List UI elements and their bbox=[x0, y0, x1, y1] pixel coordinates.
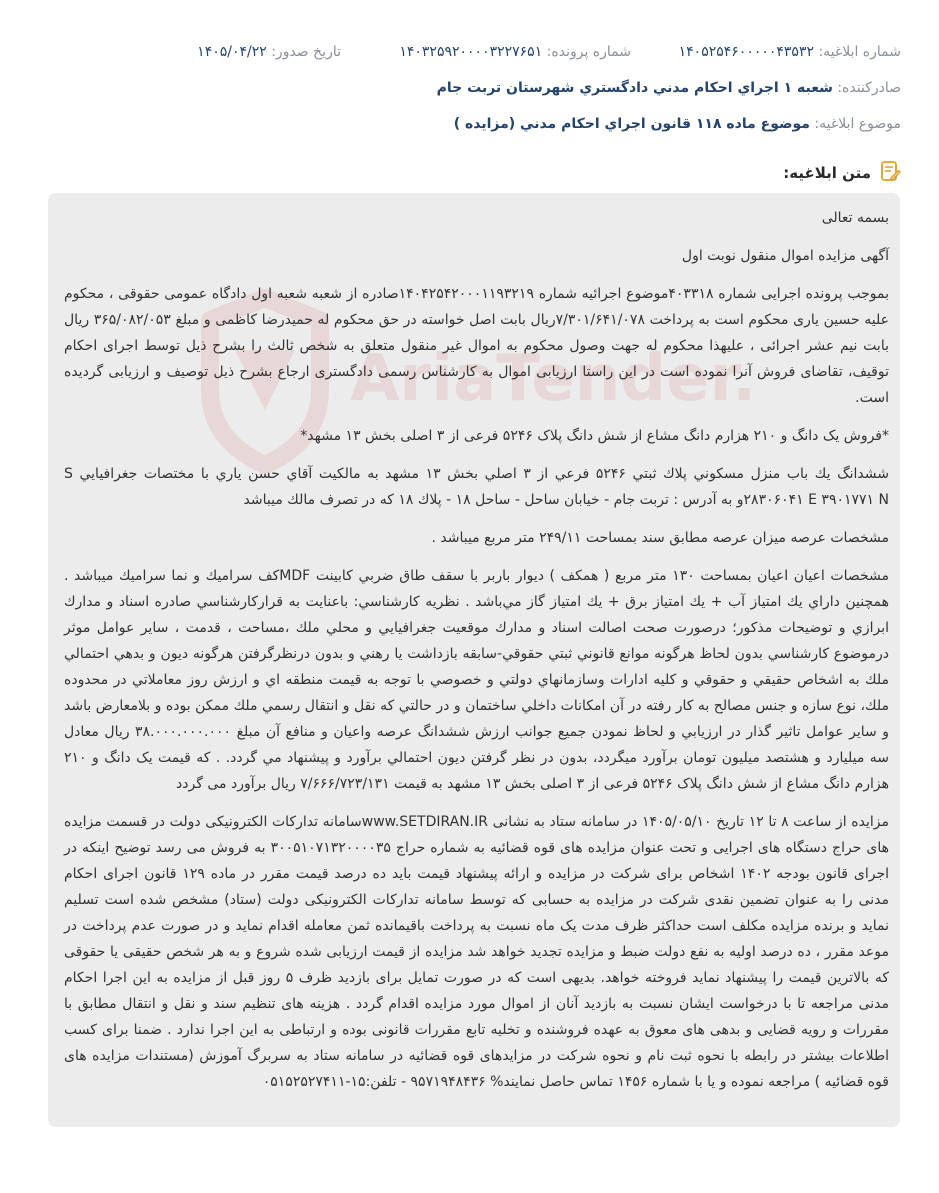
notice-number-value: ۱۴۰۵۲۵۴۶۰۰۰۰۰۴۳۵۳۲ bbox=[678, 44, 814, 60]
issuer-value: شعبه ۱ اجراي احكام مدني دادگستري شهرستان تربت جام bbox=[436, 80, 833, 96]
case-number bbox=[399, 44, 631, 60]
issue-date-value: ۱۴۰۵/۰۴/۲۲ bbox=[197, 44, 267, 60]
document-edit-icon bbox=[879, 160, 901, 186]
issue-date-label: تاریخ صدور: bbox=[271, 44, 341, 60]
notice-body bbox=[64, 205, 889, 1107]
case-number-label: شماره پرونده: bbox=[546, 44, 631, 60]
body-paragraph: مشخصات اعيان اعيان بمساحت ۱۳۰ متر مربع ( همكف ) ديوار باربر با سقف طاق ضربي كابينت MDFكف سراميك و نما سراميك ميباشد . همچنين داراي يك امتياز آب + يك امتياز برق + يك امتياز گاز مي‌باشد . نظريه كارشناسي: باعنايت به قراركارشناسي صادره اسناد و مدارك ابرازي و توضيحات مذكور؛ درصورت صحت اصالت اسناد و مدارك موقعيت جغرافيايي و محلي ملك ،مساحت ، قدمت ، ساير عوامل موثر درموضوع كارشناسي بدون لحاظ هرگونه موانع قانوني ثبتي حقوقي-سابقه بازداشت يا رهني و بدون درنظرگرفتن هرگونه ديون و بدهي احتمالي ملك به اشخاص حقيقي و حقوقي و كليه ادارات وسازمانهاي دولتي و خصوصي با توجه به قيمت منطقه اي و ارزش روز معاملاتي در محدوده ملك، نوع سازه و جنس مصالح به كار رفته در آن امكانات داخلي ساختمان و در حالتي كه نقل و انتقال رسمي ملك ممكن بوده و بلامعارض باشد و ساير عوامل تاثير گذار در ارزيابي و لحاظ نمودن جميع جوانب ارزش ششدانگ عرصه واعيان و منافع آن مبلغ ۳۸.۰۰۰.۰۰۰.۰۰۰ ريال معادل سه ميليارد و هشتصد ميليون تومان برآورد ميگردد، بدون در نظر گرفتن ديون احتمالي برآورد و پيشنهاد مي گردد. . كه قيمت یک دانگ و ۲۱۰ هزارم دانگ مشاع از شش دانگ پلاک ۵۲۴۶ فرعی از ۳ اصلی بخش ۱۳ مشهد به قیمت ۷/۶۶۶/۷۲۳/۱۳۱ ریال برآورد می گردد bbox=[64, 568, 890, 792]
subject-value: موضوع ماده ۱۱۸ قانون اجراي احكام مدني (مزايده ) bbox=[453, 116, 810, 132]
subject-line bbox=[60, 116, 901, 132]
notice-number bbox=[679, 44, 901, 60]
notice-number-label: شماره ابلاغیه: bbox=[818, 44, 901, 60]
notice-text-heading bbox=[783, 160, 901, 186]
svg-text:AriaTender.net: AriaTender bbox=[350, 342, 732, 416]
body-paragraph: مزایده از ساعت ۸ تا ۱۲ تاریخ ۱۴۰۵/۰۵/۱۰ در سامانه ستاد به نشانی www.SETDIRAN.IRسامانه تدارکات الکترونیکی دولت در قسمت مزایده های حراج دستگاه های اجرایی و تحت عنوان مزایده های قوه قضائیه به شماره حراج ۳۰۰۵۱۰۷۱۳۲۰۰۰۰۳۵ به فروش می رسد توضیح اینکه در اجرای قانون بودجه ۱۴۰۲ اشخاص برای شرکت در مزایده و ارائه پیشنهاد قیمت باید ده درصد قیمت مقرر در ماده ۱۲۹ قانون اجرای احکام مدنی را به عنوان تضمین نقدی شرکت در مزایده به حسابی که توسط سامانه تدارکات الکترونیکی دولت (ستاد) مشخص شده است تسلیم نماید و برنده مزایده مکلف است حداکثر ظرف مدت یک ماه نسبت به پرداخت باقیمانده ثمن معامله اقدام نماید و در صورت عدم پرداخت در موعد مقرر ، ده درصد اولیه به نفع دولت ضبط و مزایده تجدید خواهد شد مزایده از قیمت ارزیابی شده شروع و به هر شخص حقیقی یا حقوقی که بالاترین قیمت را پیشنهاد نماید فروخته خواهد. بدیهی است که در صورت تمایل برای بازدید ظرف ۵ روز قبل از مزایده به این اجرا احکام مدنی مراجعه تا با درخواست ایشان نسبت به بازدید آنان از اموال مورد مزایده اقدام گردد . هزینه های تنظیم سند و نقل و انتقال مطابق با مقررات و رویه قضایی و بدهی های معوق به عهده فروشنده و تخلیه تابع مقررات قانونی بوده و ارتباطی به این اجرا ندارد . ضمنا برای کسب اطلاعات بیشتر در رابطه با نحوه ثبت نام و نحوه شرکت در مزایدهای قوه قضائیه در سامانه ستاد به سربرگ آموزش (مستندات مزایده های قوه قضائیه ) مراجعه نموده و یا با شماره ۱۴۵۶ تماس حاصل نمایند% ۹۵۷۱۹۴۸۴۳۶ - تلفن:۱۵-۰۵۱۵۲۵۲۷۴۱۱ bbox=[64, 814, 890, 1090]
body-paragraph: بموجب پرونده اجرایی شماره ۴۰۳۳۱۸موضوع اجرائیه شماره ۱۴۰۴۲۵۴۲۰۰۰۱۱۹۳۲۱۹صادره از شعبه شعبه اول دادگاه عمومی حقوقی ، محکوم علیه حسین یاری محکوم است به پرداخت ۷/۳۰۱/۶۴۱/۰۷۸ریال بابت اصل خواسته در حق محکوم له حمیدرضا کاظمی و مبلغ ۳۶۵/۰۸۲/۰۵۳ ریال بابت نیم عشر اجرائی ، علیهذا محکوم له جهت وصول محکوم به اموال غیر منقول متعلق به شخص ثالث را بشرح ذیل توسط اجرای احکام توقیف، تقاضای فروش آنرا نموده است در این راستا ارزیابی اموال به کارشناس رسمی دادگستری ارجاع بشرح ذیل توصیف و ارزیابی گردیده است. bbox=[64, 286, 889, 406]
notice-meta-row bbox=[170, 44, 901, 68]
issue-date bbox=[197, 44, 341, 60]
issuer-label: صادرکننده: bbox=[837, 80, 901, 96]
subject-label: موضوع ابلاغیه: bbox=[814, 116, 901, 132]
body-paragraph: بسمه تعالی bbox=[821, 210, 889, 226]
body-paragraph: ششدانگ يك باب منزل مسكوني پلاك ثبتي ۵۲۴۶ فرعي از ۳ اصلي بخش ۱۳ مشهد به مالكيت آقاي حسن ياري با مختصات جغرافيايي S ۲۸۳۰۶۰۴۱ E ۳۹۰۱۷۷۱ Nو به آدرس : تربت جام - خيابان ساحل - ساحل ۱۸ - پلاك ۱۸ كه در تصرف مالك ميباشد bbox=[64, 466, 889, 508]
notice-text-title: متن ابلاغیه: bbox=[783, 164, 871, 182]
body-paragraph: *فروش یک دانگ و ۲۱۰ هزارم دانگ مشاع از شش دانگ پلاک ۵۲۴۶ فرعی از ۳ اصلی بخش ۱۳ مشهد* bbox=[300, 428, 889, 444]
body-paragraph: مشخصات عرصه ميزان عرصه مطابق سند بمساحت ۲۴۹/۱۱ متر مربع ميباشد . bbox=[431, 530, 889, 546]
case-number-value: ۱۴۰۳۲۵۹۲۰۰۰۰۳۲۲۷۶۵۱ bbox=[399, 44, 543, 60]
issuer-line bbox=[60, 80, 901, 96]
body-paragraph: آگهی مزایده اموال منقول نوبت اول bbox=[681, 248, 889, 264]
